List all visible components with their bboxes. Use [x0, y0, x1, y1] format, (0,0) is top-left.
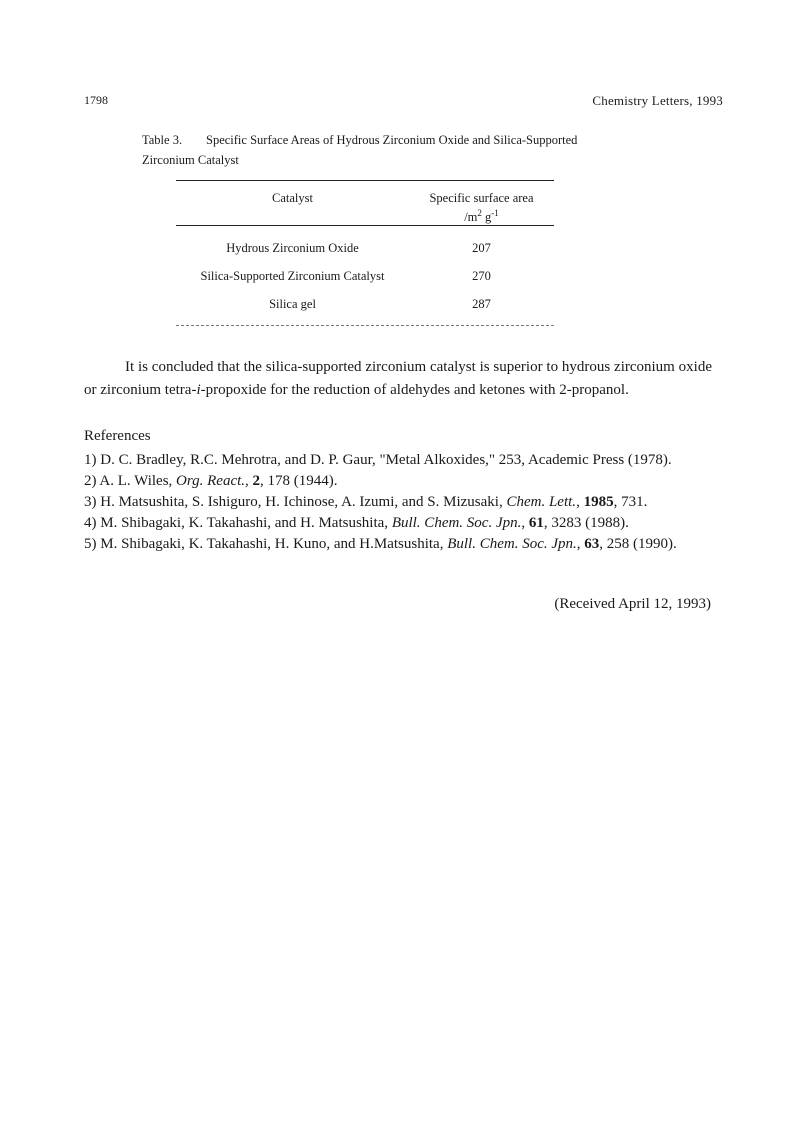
table-header	[176, 181, 554, 225]
reference-item: 1) D. C. Bradley, R.C. Mehrotra, and D. P. Gaur, "Metal Alkoxides," 253, Academic Press (1978).	[84, 452, 672, 468]
reference-item: 5) M. Shibagaki, K. Takahashi, H. Kuno, and H.Matsushita, Bull. Chem. Soc. Jpn., 63, 258 (1990).	[84, 536, 677, 552]
page-number: 1798	[84, 93, 108, 107]
table-row	[176, 261, 554, 289]
table-cell-catalyst: Silica-Supported Zirconium Catalyst	[200, 269, 385, 283]
table-cell-area: 207	[472, 241, 491, 255]
reference-item: 3) H. Matsushita, S. Ishiguro, H. Ichinose, A. Izumi, and S. Mizusaki, Chem. Lett., 1985, 731.	[84, 494, 648, 510]
table-label: Table 3.	[142, 133, 183, 147]
table-bottom-rule	[176, 325, 554, 326]
table-row	[176, 233, 554, 261]
table-caption-text: Specific Surface Areas of Hydrous Zirconium Oxide and Silica-Supported Zirconium Catalyst	[142, 133, 578, 167]
received-date: (Received April 12, 1993)	[554, 596, 711, 612]
table-cell-area: 270	[472, 269, 491, 283]
surface-area-table	[176, 180, 554, 326]
journal-running-head: Chemistry Letters, 1993	[592, 93, 723, 108]
table-caption	[142, 130, 632, 170]
column-header-catalyst: Catalyst	[272, 191, 313, 205]
table-body	[176, 226, 554, 325]
reference-item: 2) A. L. Wiles, Org. React., 2, 178 (1944).	[84, 473, 338, 489]
conclusion-paragraph: It is concluded that the silica-supported zirconium catalyst is superior to hydrous zirconium oxide or zirconium tetra-i-propoxide for the reduction of aldehydes and ketones with 2-propanol.	[84, 359, 712, 398]
column-header-area: Specific surface area	[429, 191, 534, 205]
column-unit: $/m^2$ $g^{-1}$	[464, 208, 499, 225]
table-cell-catalyst: Hydrous Zirconium Oxide	[226, 241, 359, 255]
table-cell-area: 287	[472, 297, 491, 311]
references-list	[84, 450, 724, 555]
table-row	[176, 289, 554, 317]
table-cell-catalyst: Silica gel	[269, 297, 316, 311]
references-heading: References	[84, 428, 151, 444]
reference-item: 4) M. Shibagaki, K. Takahashi, and H. Matsushita, Bull. Chem. Soc. Jpn., 61, 3283 (1988).	[84, 515, 629, 531]
